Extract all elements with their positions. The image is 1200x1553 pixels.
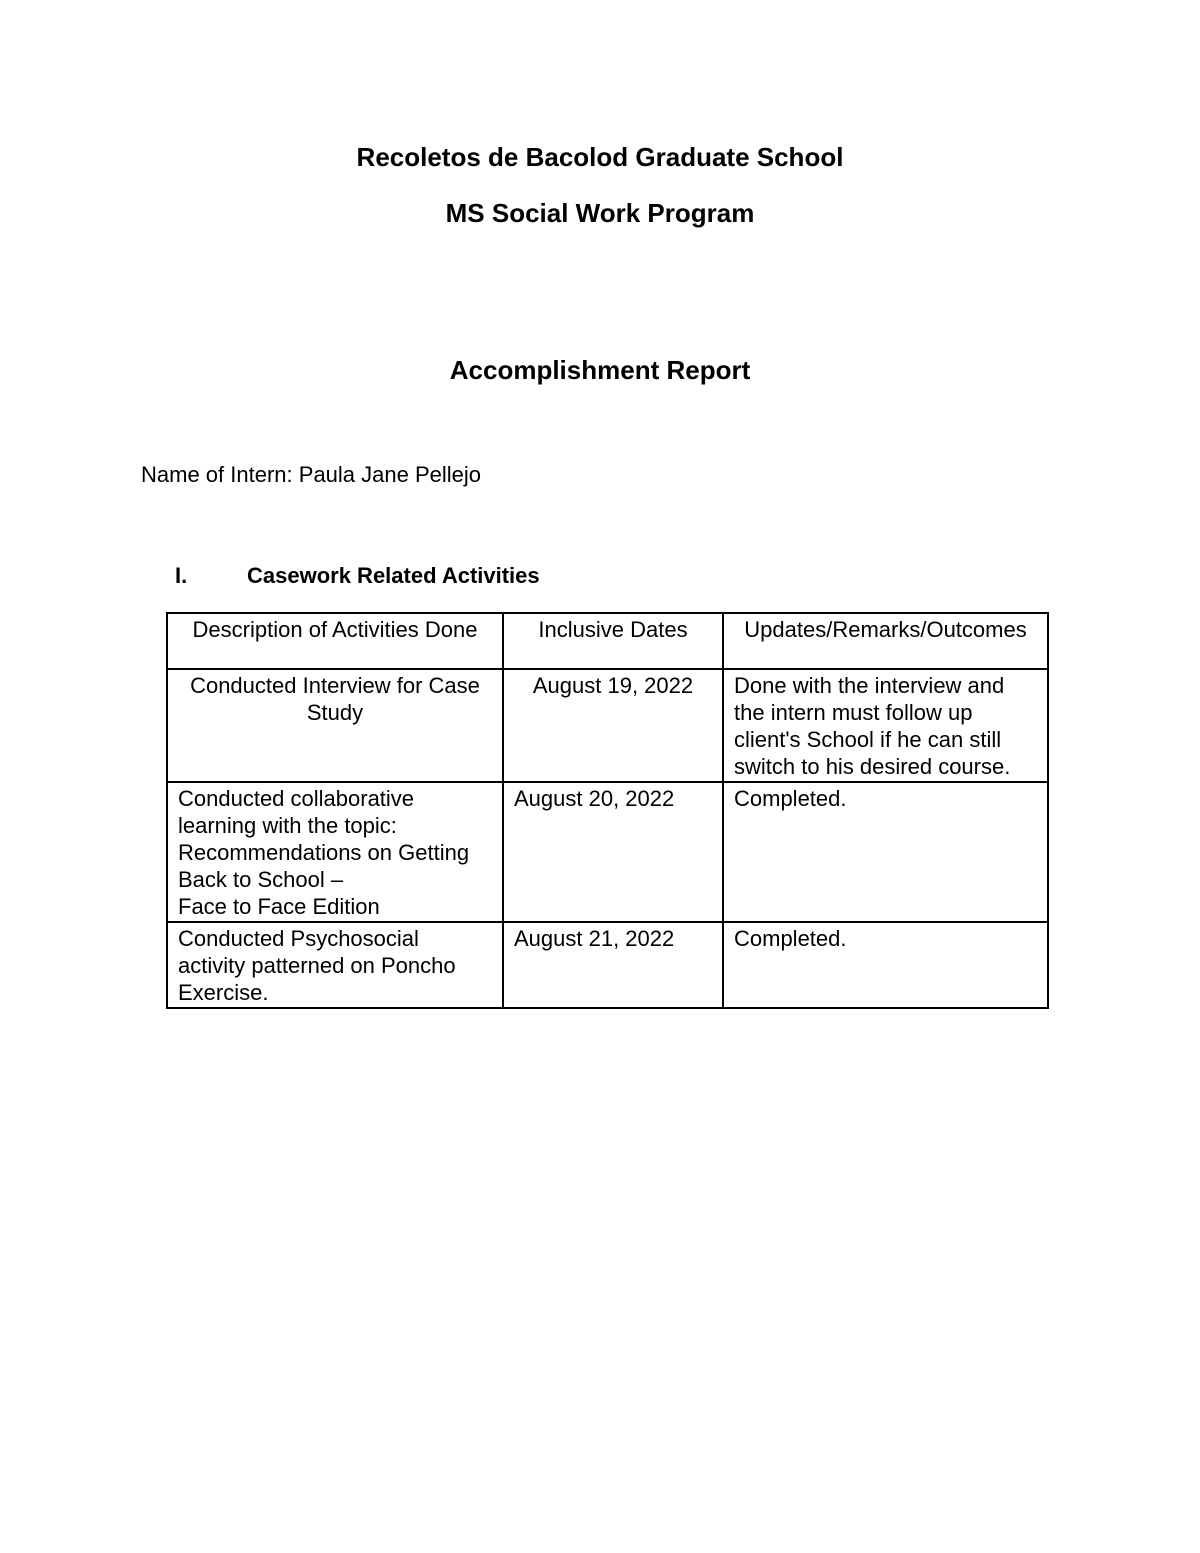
program-name: MS Social Work Program	[445, 198, 755, 228]
table-row	[167, 922, 1048, 1008]
cell-dates: August 20, 2022	[503, 782, 723, 922]
cell-description	[167, 782, 503, 922]
intern-line	[141, 462, 481, 488]
description-line: Recommendations on Getting	[178, 840, 470, 865]
cell-description: Conducted Interview for Case Study	[167, 669, 503, 782]
description-line: Back to School –	[178, 867, 344, 892]
cell-dates: August 19, 2022	[503, 669, 723, 782]
description-line: Conducted collaborative	[178, 786, 415, 811]
cell-remarks: Done with the interview and the intern must follow up client's School if he can still switch to his desired course.	[723, 669, 1048, 782]
activities-table	[166, 612, 1049, 1009]
cell-remarks: Completed.	[723, 782, 1048, 922]
description-line: Face to Face Edition	[178, 894, 380, 919]
column-header-description: Description of Activities Done	[167, 613, 503, 669]
table-header-row	[167, 613, 1048, 669]
school-name: Recoletos de Bacolod Graduate School	[356, 142, 844, 172]
cell-dates: August 21, 2022	[503, 922, 723, 1008]
cell-description: Conducted Psychosocial activity patterned on Poncho Exercise.	[167, 922, 503, 1008]
section-heading	[175, 563, 540, 589]
intern-label: Name of Intern:	[141, 462, 293, 487]
column-header-remarks: Updates/Remarks/Outcomes	[723, 613, 1048, 669]
cell-remarks: Completed.	[723, 922, 1048, 1008]
table-row	[167, 782, 1048, 922]
section-title: Casework Related Activities	[247, 563, 540, 588]
intern-name: Paula Jane Pellejo	[298, 462, 482, 487]
table-row	[167, 669, 1048, 782]
report-title: Accomplishment Report	[449, 355, 751, 385]
section-number: I.	[175, 563, 188, 588]
description-line: learning with the topic:	[178, 813, 397, 838]
column-header-dates: Inclusive Dates	[503, 613, 723, 669]
